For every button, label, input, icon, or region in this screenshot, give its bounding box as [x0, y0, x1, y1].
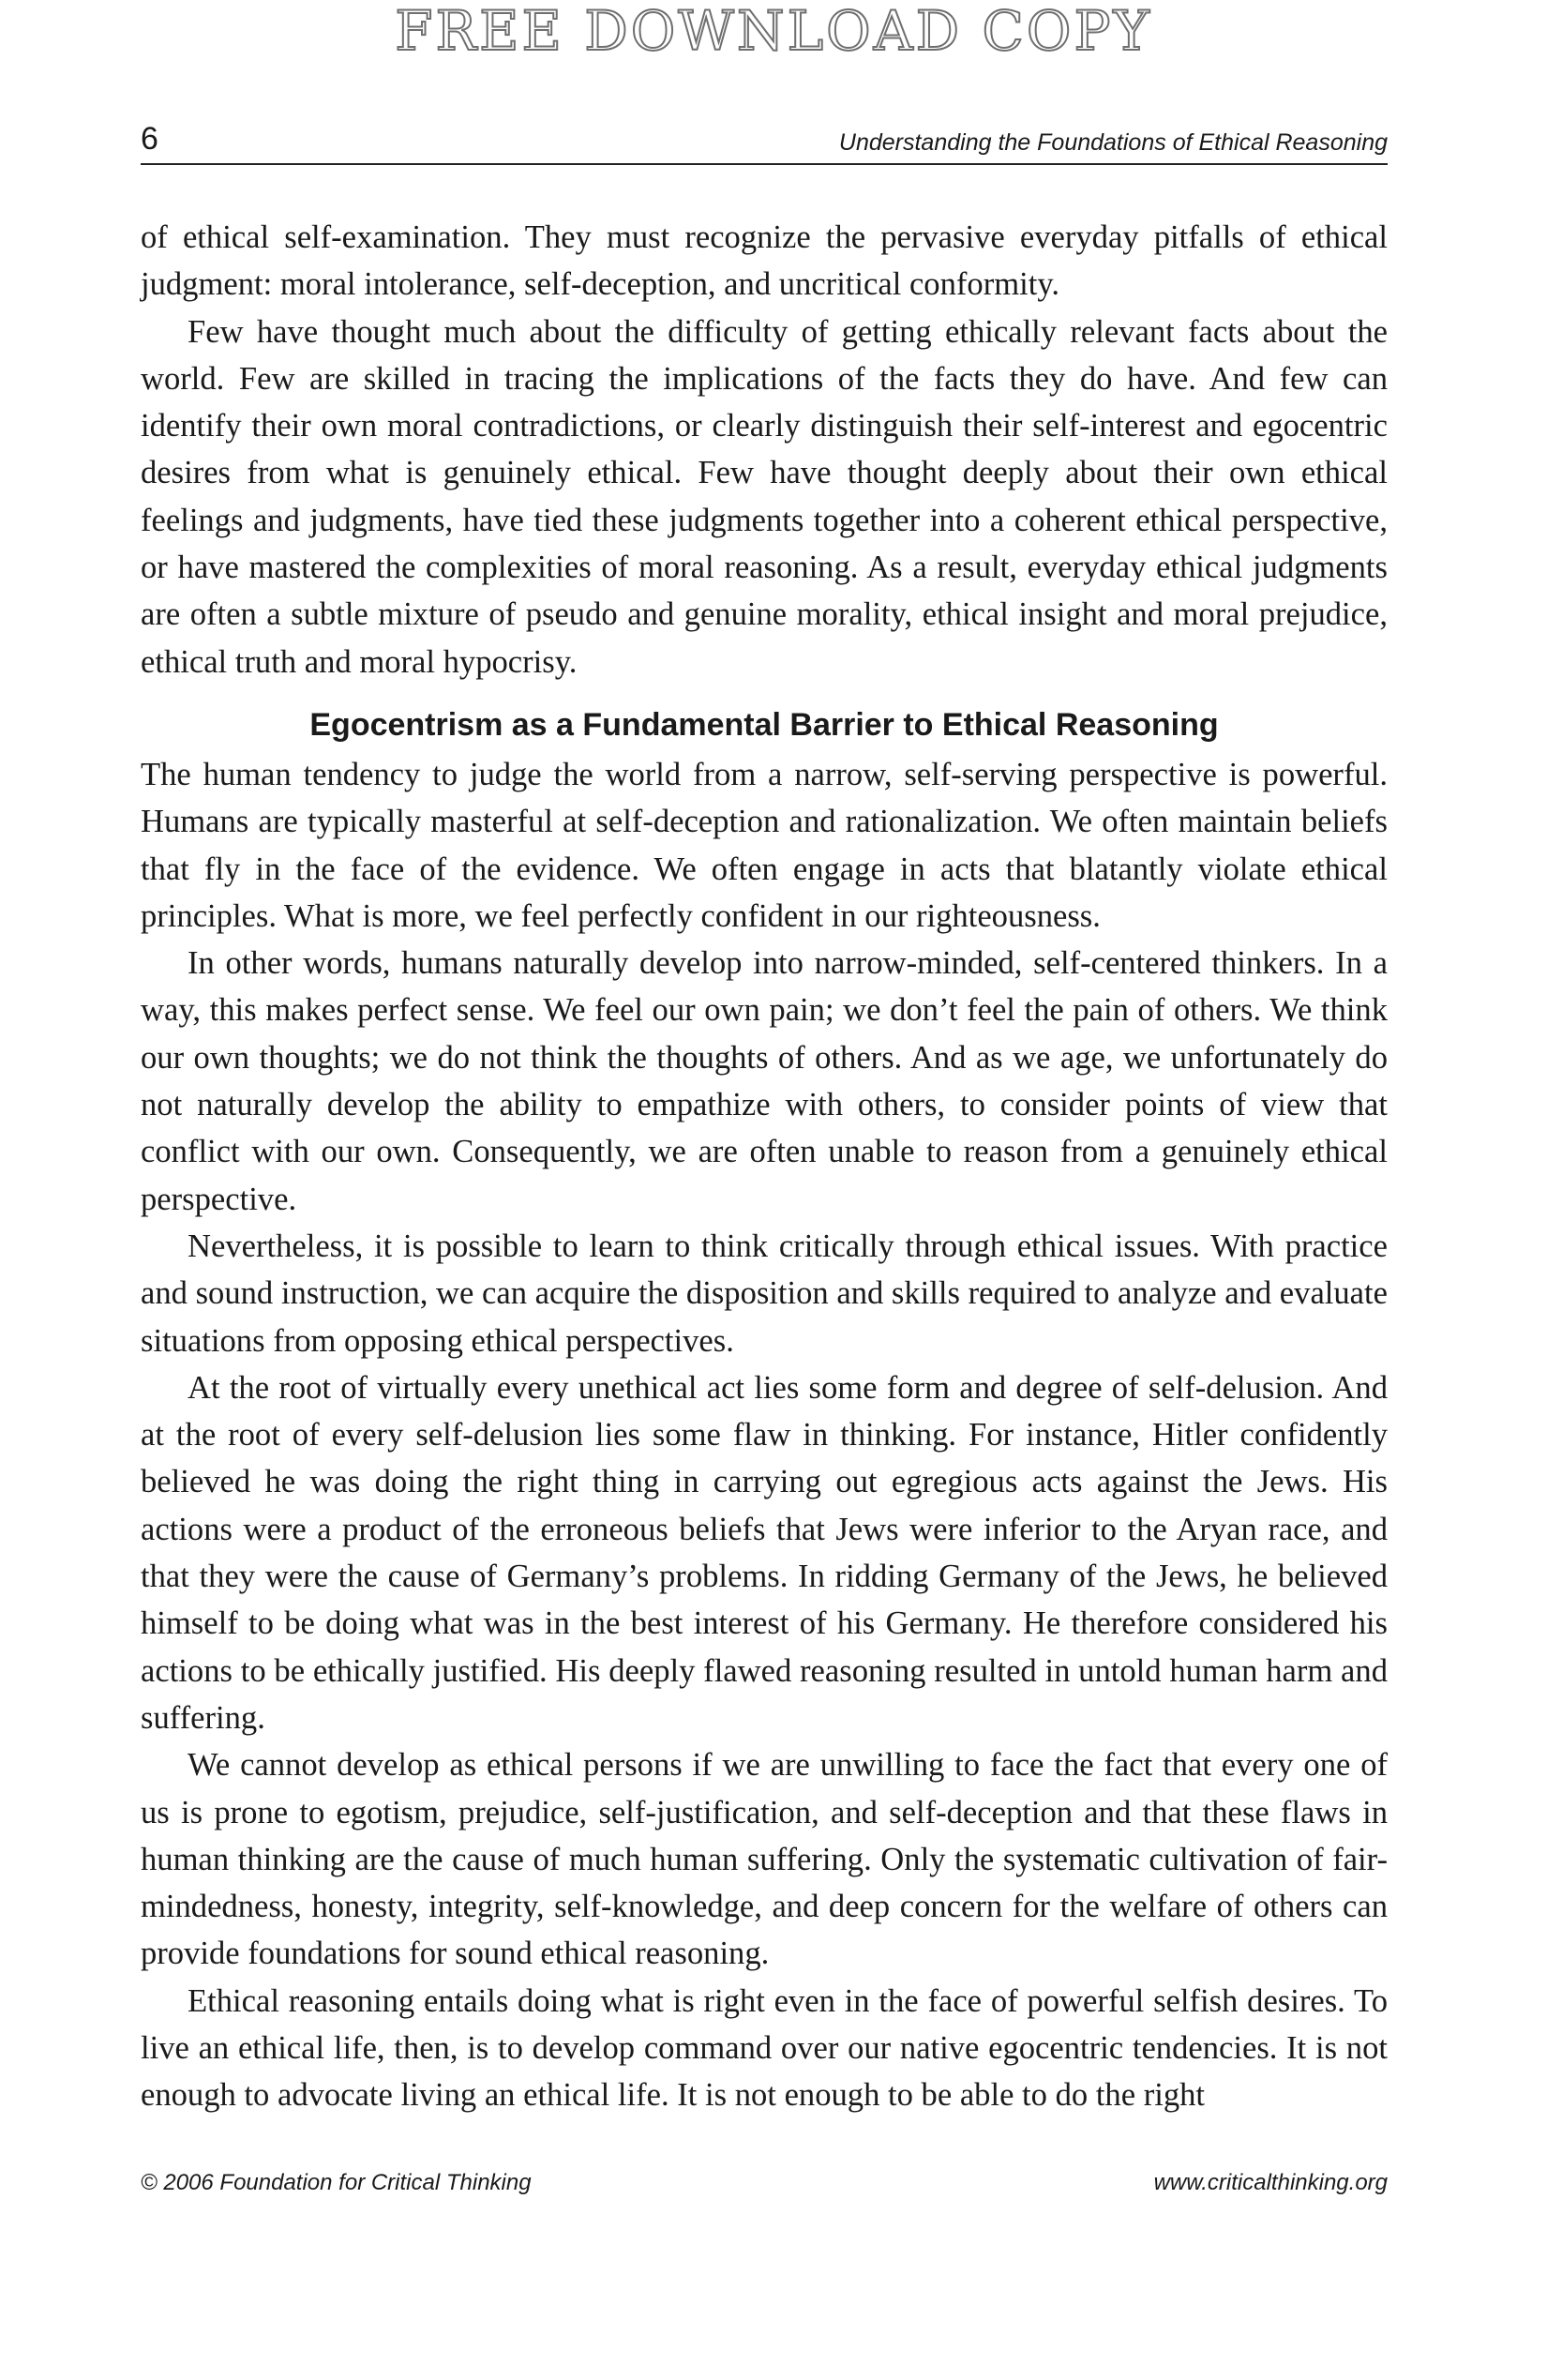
body-text: [141, 214, 1388, 2119]
paragraph: Ethical reasoning entails doing what is right even in the face of powerful selfish desires. To live an ethical life, then, is to develop command over our native egocentric tendencies. It is not enough to advocate living an ethical life. It is not enough to be able to do the right: [141, 1982, 1388, 2114]
paragraph: The human tendency to judge the world from a narrow, self-serving perspective is powerful. Humans are typically masterful at self-deception and rationalization. We often maintain beliefs that fly in the face of the evidence. We often engage in acts that blatantly violate ethical principles. What is more, we feel perfectly confident in our righteousness.: [141, 756, 1388, 934]
paragraph: At the root of virtually every unethical act lies some form and degree of self-delusion. And at the root of every self-delusion lies some flaw in thinking. For instance, Hitler confidently believed he was doing the right thing in carrying out egregious acts against the Jews. His actions were a product of the erroneous beliefs that Jews were inferior to the Aryan race, and that they were the cause of Germany’s problems. In ridding Germany of the Jews, he believed himself to be doing what was in the best interest of his Germany. He therefore considered his actions to be ethically justified. His deeply flawed reasoning resulted in untold human harm and suffering.: [141, 1369, 1388, 1736]
paragraph: We cannot develop as ethical persons if we are unwilling to face the fact that every one of us is prone to egotism, prejudice, self-justification, and self-deception and that these flaws in human thinking are the cause of much human suffering. Only the systematic cultivation of fair-mindedness, honesty, integrity, self-knowledge, and deep concern for the welfare of others can provide foundations for sound ethical reasoning.: [141, 1747, 1388, 1972]
page-number: 6: [141, 121, 158, 157]
running-head: [141, 120, 1388, 165]
copyright-notice: © 2006 Foundation for Critical Thinking: [141, 2170, 532, 2195]
paragraph: In other words, humans naturally develop into narrow-minded, self-centered thinkers. In a way, this makes perfect sense. We feel our own pain; we don’t feel the pain of others. We think our own thoughts; we do not think the thoughts of others. And as we age, we unfortunately do not naturally develop the ability to empathize with others, to consider points of view that conflict with our own. Consequently, we are often unable to reason from a genuinely ethical perspective.: [141, 945, 1388, 1217]
paragraph: of ethical self-examination. They must recognize the pervasive everyday pitfalls of ethical judgment: moral intolerance, self-deception, and uncritical conformity.: [141, 219, 1388, 303]
running-title: Understanding the Foundations of Ethical Reasoning: [838, 129, 1388, 156]
paragraph: Few have thought much about the difficulty of getting ethically relevant facts about the world. Few are skilled in tracing the implications of the facts they do have. And few can identify their own moral contradictions, or clearly distinguish their self-interest and egocentric desires from what is genuinely ethical. Few have thought deeply about their own ethical feelings and judgments, have tied these judgments together into a coherent ethical perspective, or have mastered the complexities of moral reasoning. As a result, everyday ethical judgments are often a subtle mixture of pseudo and genuine morality, ethical insight and moral prejudice, ethical truth and moral hypocrisy.: [141, 313, 1388, 680]
section-heading: Egocentrism as a Fundamental Barrier to Ethical Reasoning: [309, 706, 1219, 743]
page-footer: [141, 2166, 1388, 2200]
paragraph: Nevertheless, it is possible to learn to think critically through ethical issues. With practice and sound instruction, we can acquire the disposition and skills required to analyze and evaluate situations from opposing ethical perspectives.: [141, 1228, 1388, 1359]
watermark: FREE DOWNLOAD COPY: [395, 0, 1152, 63]
website-url: www.criticalthinking.org: [1153, 2170, 1388, 2195]
